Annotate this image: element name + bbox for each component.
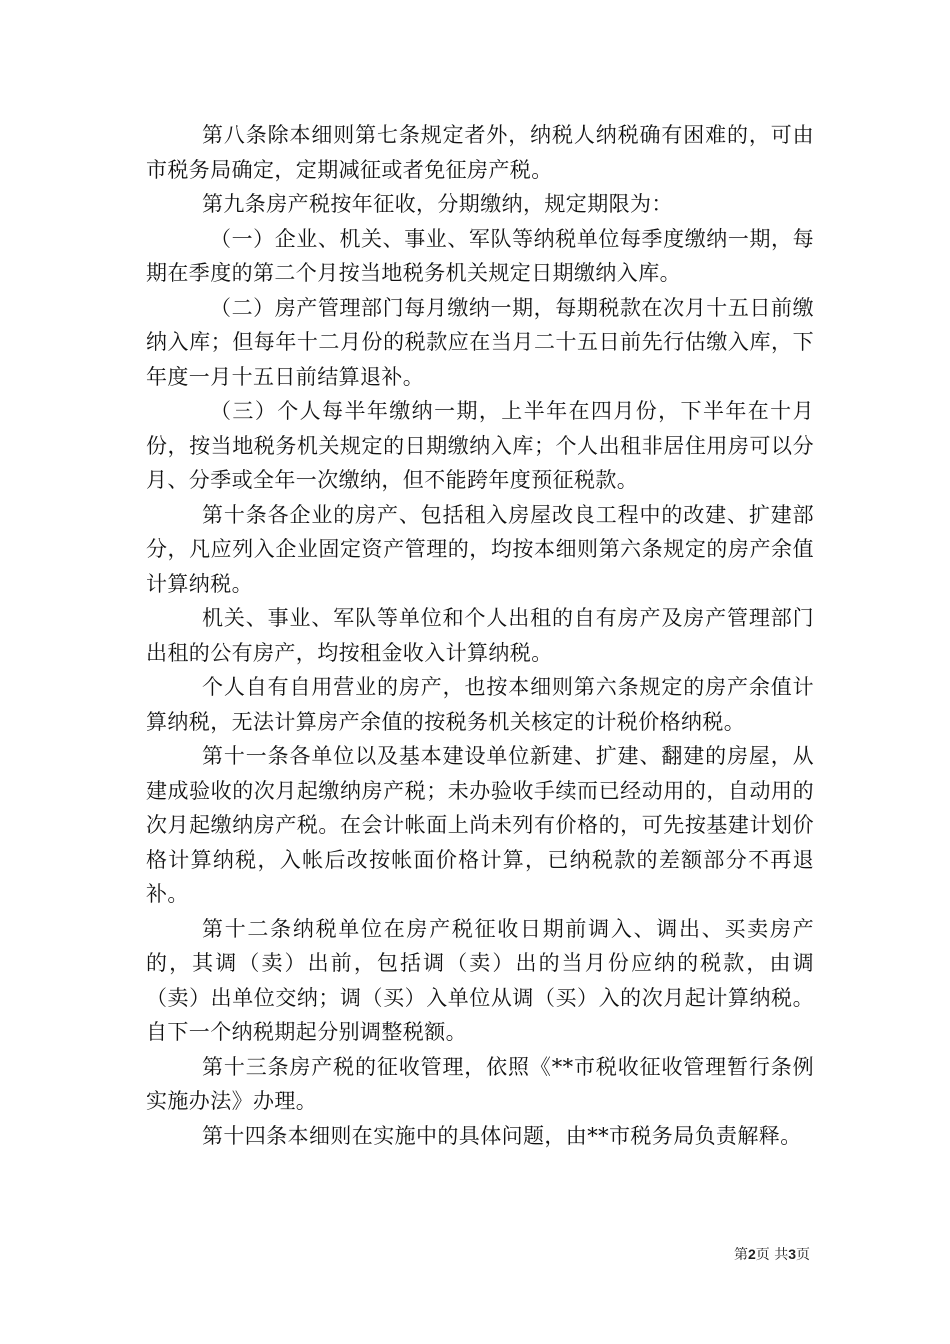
footer-current-page: 2 (747, 1246, 756, 1262)
document-body (146, 118, 814, 1153)
paragraph-article-8: 第八条除本细则第七条规定者外，纳税人纳税确有困难的，可由市税务局确定，定期减征或者免征房产税。 (146, 123, 814, 182)
footer-middle: 页 共 (755, 1247, 789, 1263)
paragraph-article-10-personal: 个人自有自用营业的房产，也按本细则第六条规定的房产余值计算纳税，无法计算房产余值的按税务机关核定的计税价格纳税。 (146, 675, 814, 734)
footer-total-pages: 3 (788, 1246, 796, 1262)
paragraph-article-9: 第九条房产税按年征收，分期缴纳，规定期限为： (202, 192, 673, 216)
paragraph-article-9-item-2: （二）房产管理部门每月缴纳一期，每期税款在次月十五日前缴纳入库；但每年十二月份的税款应在当月二十五日前先行估缴入库，下年度一月十五日前结算退补。 (146, 295, 814, 389)
footer-suffix: 页 (796, 1247, 810, 1263)
paragraph-article-10-rental: 机关、事业、军队等单位和个人出租的自有房产及房产管理部门出租的公有房产，均按租金收入计算纳税。 (146, 606, 814, 665)
page-footer (700, 1245, 810, 1264)
footer-prefix: 第 (733, 1247, 748, 1263)
paragraph-article-12: 第十二条纳税单位在房产税征收日期前调入、调出、买卖房产的，其调（卖）出前，包括调（卖）出的当月份应纳的税款，由调（卖）出单位交纳；调（买）入单位从调（买）入的次月起计算纳税。自下一个纳税期起分别调整税额。 (146, 916, 814, 1044)
paragraph-article-9-item-1: （一）企业、机关、事业、军队等纳税单位每季度缴纳一期，每期在季度的第二个月按当地税务机关规定日期缴纳入库。 (146, 226, 814, 285)
paragraph-article-14: 第十四条本细则在实施中的具体问题，由**市税务局负责解释。 (202, 1123, 802, 1148)
paragraph-article-10: 第十条各企业的房产、包括租入房屋改良工程中的改建、扩建部分，凡应列入企业固定资产管理的，均按本细则第六条规定的房产余值计算纳税。 (146, 502, 814, 596)
paragraph-article-13: 第十三条房产税的征收管理，依照《**市税收征收管理暂行条例实施办法》办理。 (146, 1054, 814, 1113)
paragraph-article-9-item-3: （三）个人每半年缴纳一期，上半年在四月份，下半年在十月份，按当地税务机关规定的日期缴纳入库；个人出租非居住用房可以分月、分季或全年一次缴纳，但不能跨年度预征税款。 (146, 399, 814, 492)
paragraph-article-11: 第十一条各单位以及基本建设单位新建、扩建、翻建的房屋，从建成验收的次月起缴纳房产税；未办验收手续而已经动用的，自动用的次月起缴纳房产税。在会计帐面上尚未列有价格的，可先按基建计划价格计算纳税，入帐后改按帐面价格计算，已纳税款的差额部分不再退补。 (146, 744, 814, 906)
